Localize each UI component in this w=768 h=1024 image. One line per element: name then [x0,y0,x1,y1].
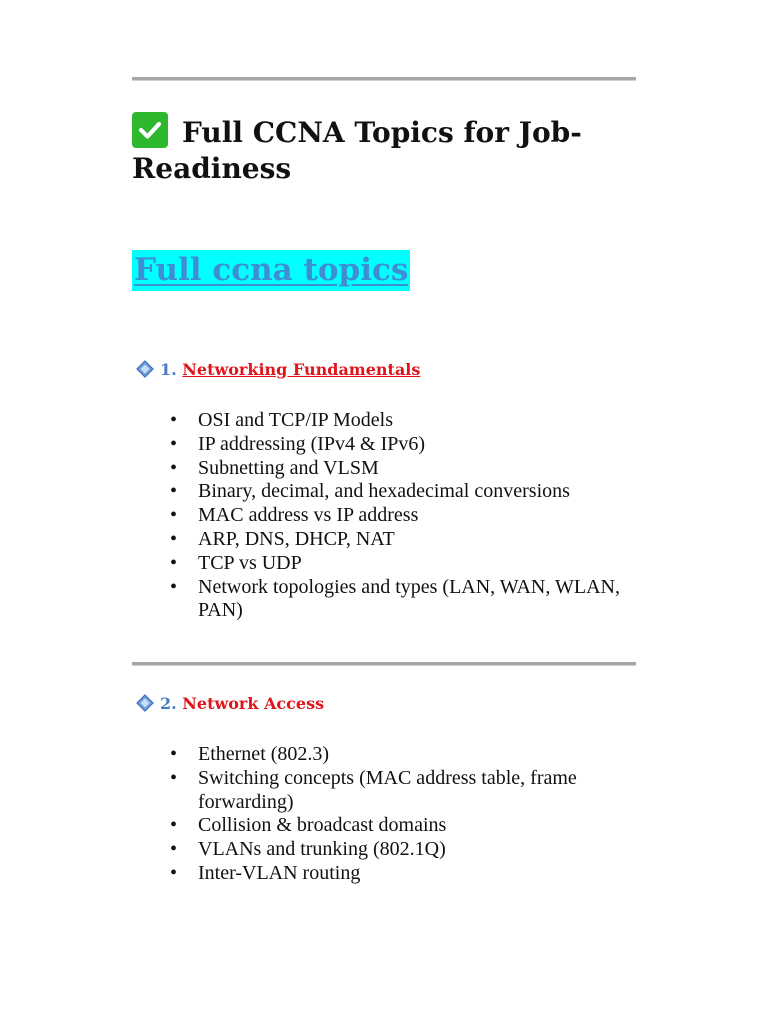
list-item: • VLANs and trunking (802.1Q) [170,838,446,861]
section-heading-network-access [136,693,324,715]
horizontal-rule-top [132,77,636,81]
list-item: • Switching concepts (MAC address table, frame forwarding) [170,766,577,813]
list-item: • OSI and TCP/IP Models [170,409,394,431]
section-title: Network Access [182,694,325,713]
full-ccna-topics-link[interactable]: Full ccna topics [132,250,410,291]
page-title [132,112,632,187]
list-item: • MAC address vs IP address [170,504,419,527]
horizontal-rule-middle [132,662,636,666]
list-item: • Subnetting and VLSM [170,456,379,479]
topic-list-network-access [162,743,632,886]
section-heading-networking-fundamentals [136,359,420,381]
list-item: • TCP vs UDP [170,551,302,574]
diamond-icon [136,360,154,378]
list-item: • ARP, DNS, DHCP, NAT [170,527,395,550]
check-mark-icon [132,112,168,148]
list-item: • Binary, decimal, and hexadecimal conversions [170,480,570,503]
list-item: • Collision & broadcast domains [170,814,447,837]
diamond-icon [136,694,154,712]
page-title-text: Full CCNA Topics for Job-Readiness [132,116,582,185]
section-number: 1. [160,360,177,379]
section-title[interactable]: Networking Fundamentals [182,360,421,379]
list-item: • IP addressing (IPv4 & IPv6) [170,432,426,455]
section-number: 2. [160,694,177,713]
list-item: • Network topologies and types (LAN, WAN, WLAN, PAN) [170,575,620,622]
topic-list-networking-fundamentals [162,409,632,623]
list-item: • Inter-VLAN routing [170,861,361,884]
list-item: • Ethernet (802.3) [170,743,330,765]
